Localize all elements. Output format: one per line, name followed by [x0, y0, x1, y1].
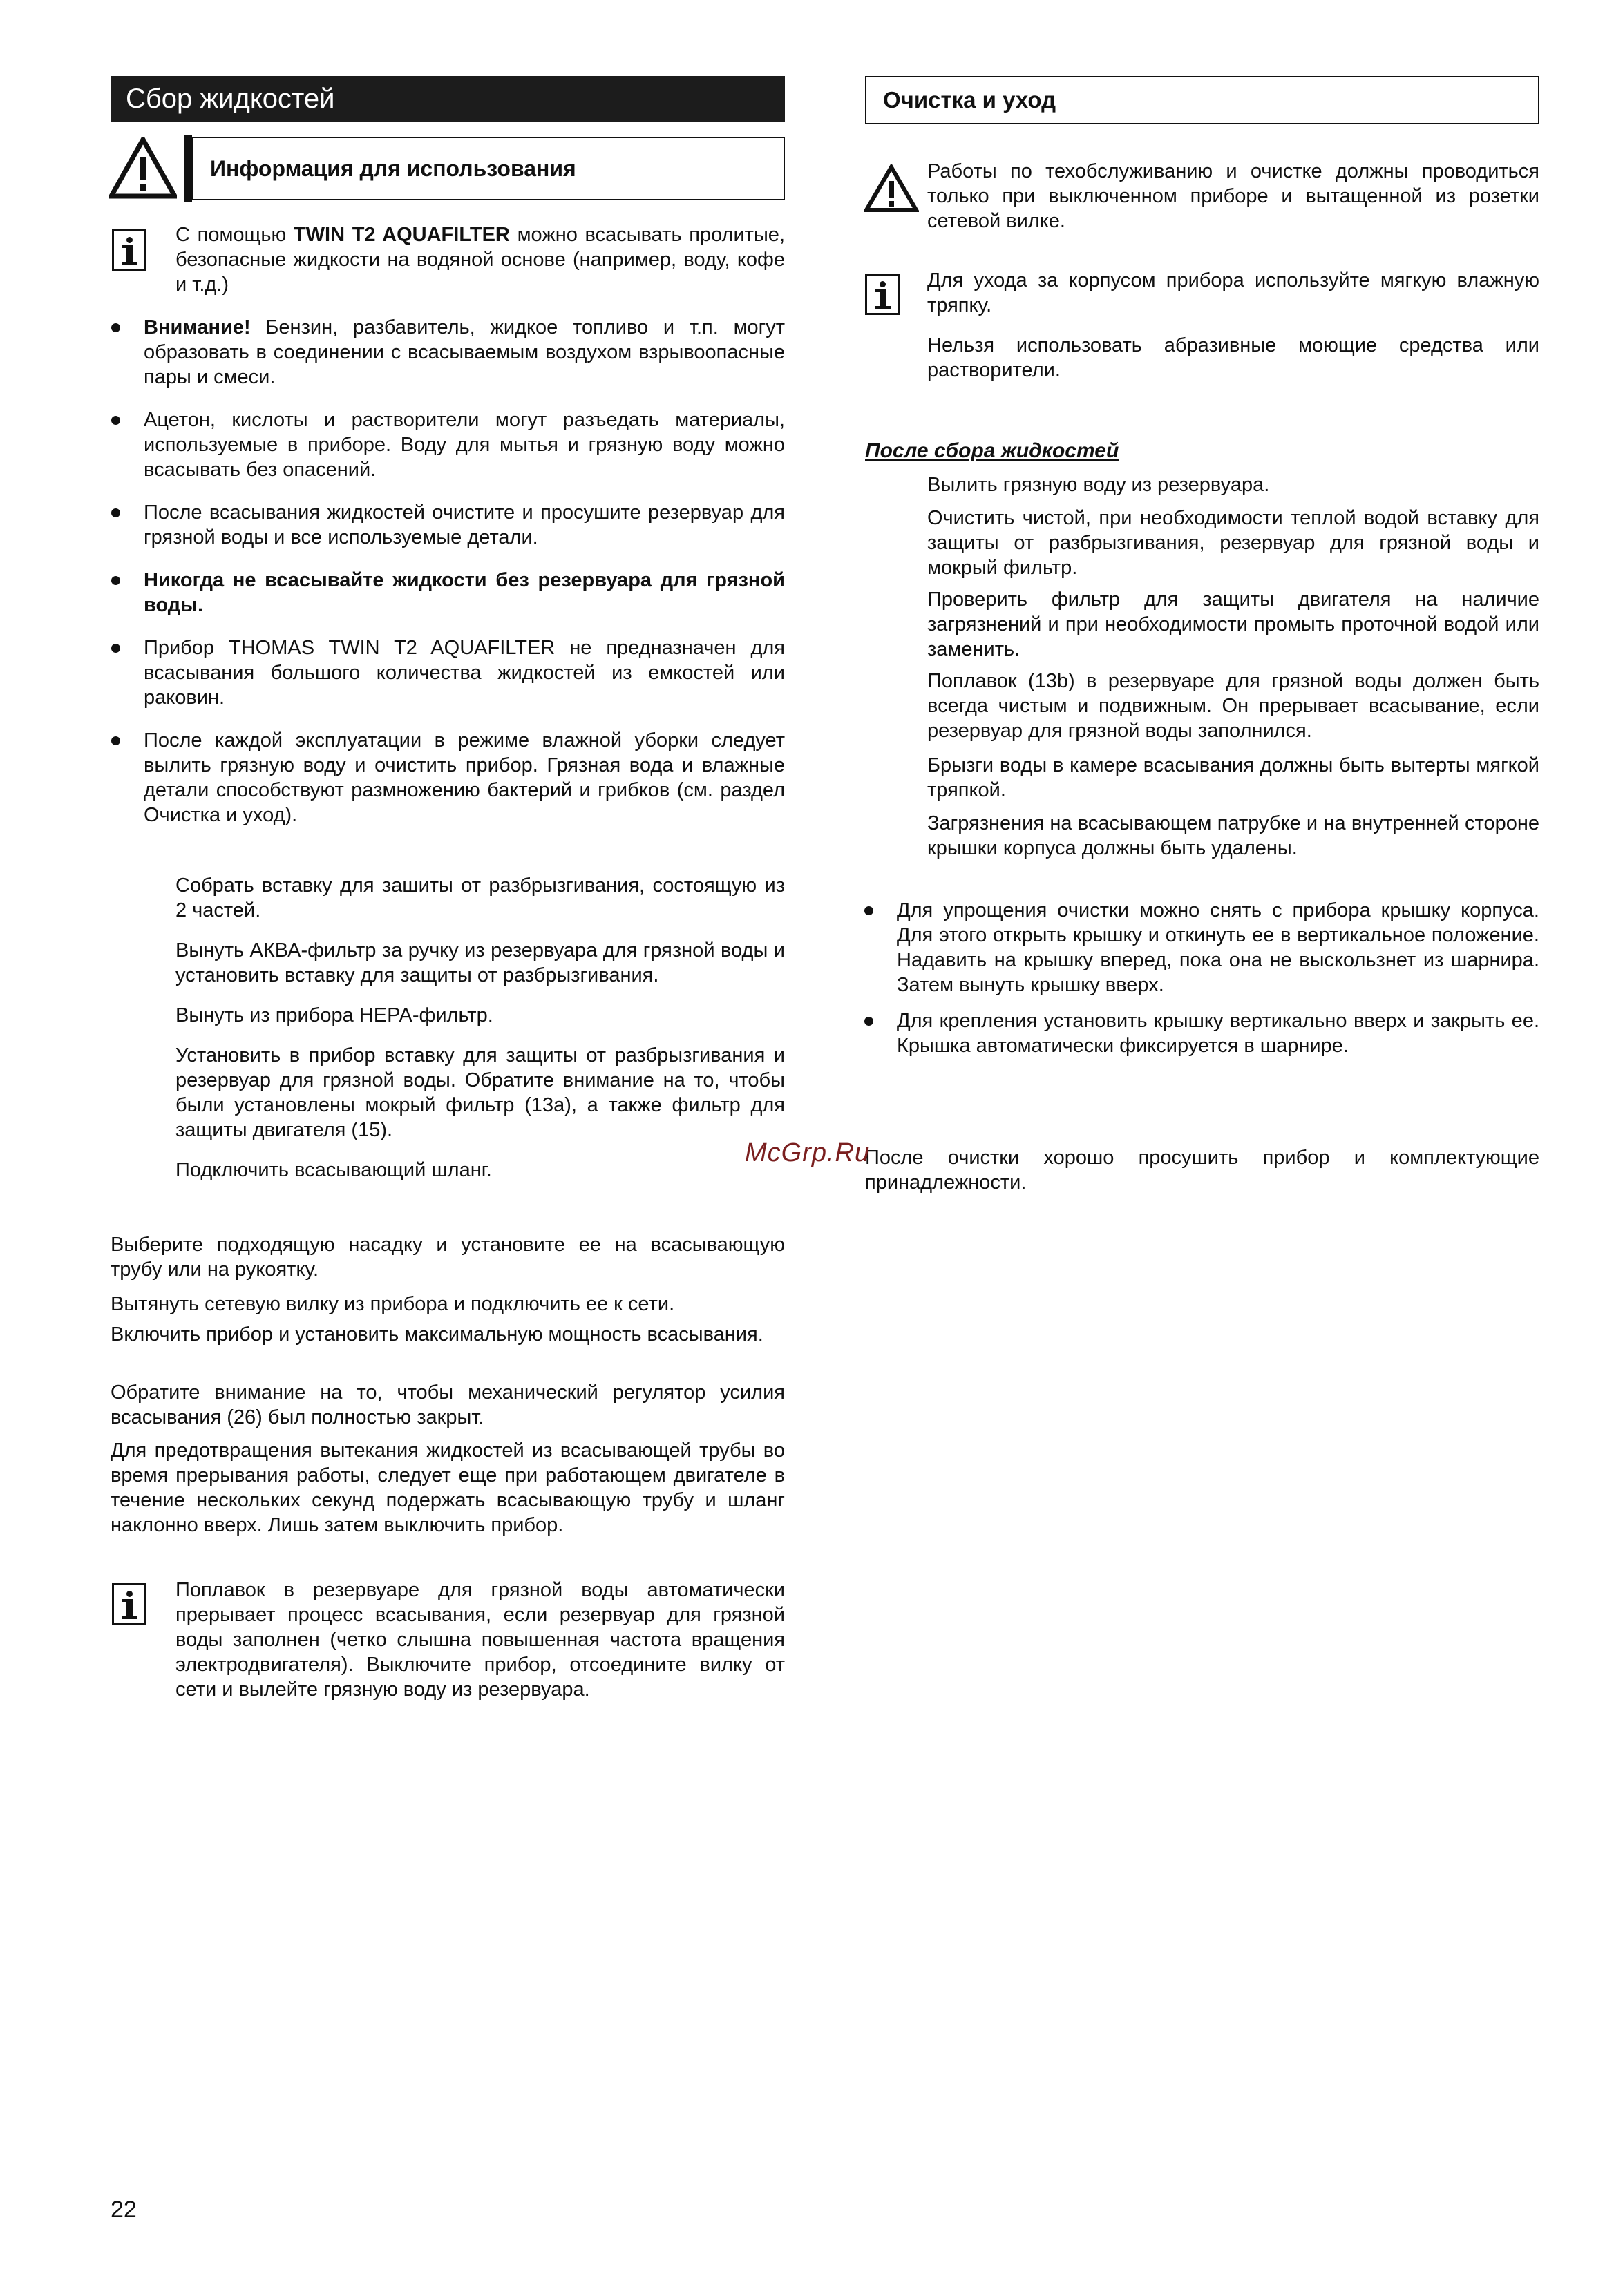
- info-icon: [112, 229, 146, 271]
- list-item: Ацетон, кислоты и растворители могут разъедать материалы, используемые в приборе. Воду для мытья и грязную воду можно всасывать без опасений.: [144, 409, 785, 481]
- paragraph: Включить прибор и установить максимальную мощность всасывания.: [111, 1323, 763, 1346]
- list-item: Для крепления установить крышку вертикально вверх и закрыть ее. Крышка автоматически фиксируется в шарнире.: [897, 1010, 1539, 1057]
- info-icon: [112, 1583, 146, 1625]
- list-item: Поплавок (13b) в резервуаре для грязной воды должен быть всегда чистым и подвижным. Он прерывает всасывание, если резервуар для грязной воды заполнился.: [927, 670, 1539, 742]
- paragraph: Выберите подходящую насадку и установите ее на всасывающую трубу или на рукоятку.: [111, 1234, 785, 1281]
- info-icon: [865, 274, 900, 315]
- list-item: Никогда не всасывайте жидкости без резервуара для грязной воды.: [144, 569, 785, 616]
- after-liquid-heading: После сбора жидкостей: [865, 439, 1119, 462]
- intro-paragraph: С помощью TWIN T2 AQUAFILTER можно всасывать пролитые, безопасные жидкости на водяной основе (например, воду, кофе и т.д.): [175, 224, 785, 296]
- info-header: Информация для использования: [192, 137, 785, 200]
- list-item: Загрязнения на всасывающем патрубке и на внутренней стороне крышки корпуса должны быть удалены.: [927, 812, 1539, 859]
- warning-icon: [109, 137, 177, 199]
- page-number: 22: [111, 2197, 137, 2223]
- paragraph: Обратите внимание на то, чтобы механический регулятор усилия всасывания (26) был полностью закрыт.: [111, 1381, 785, 1428]
- list-item: После всасывания жидкостей очистите и просушите резервуар для грязной воды и все используемые детали.: [144, 501, 785, 548]
- float-note: Поплавок в резервуаре для грязной воды автоматически прерывает процесс всасывания, если резервуар для грязной воды заполнен (четко слышна повышенная частота вращения электродвигателя). Выключите прибор, отсоедините вилку от сети и вылейте грязную воду из резервуара.: [175, 1579, 785, 1701]
- step-item: Подключить всасывающий шланг.: [175, 1159, 492, 1181]
- warning-icon: [864, 164, 919, 213]
- list-item: После каждой эксплуатации в режиме влажной уборки следует вылить грязную воду и очистить прибор. Грязная вода и влажные детали способствуют размножению бактерий и грибков (см. раздел Очистка и уход).: [144, 729, 785, 826]
- list-item: Внимание! Бензин, разбавитель, жидкое топливо и т.п. могут образовать в соединении с всасываемым воздухом взрывоопасные пары и смеси.: [144, 316, 785, 388]
- step-item: Собрать вставку для зашиты от разбрызгивания, состоящую из 2 частей.: [175, 874, 785, 921]
- list-item: Для упрощения очистки можно снять с прибора крышку корпуса. Для этого открыть крышку и откинуть ее в вертикальное положение. Надавить на крышку вперед, пока она не выскользнет из шарнира. Затем вынуть крышку вверх.: [897, 899, 1539, 996]
- section-title-liquid-collection: Сбор жидкостей: [111, 76, 785, 122]
- step-item: Вынуть АКВА-фильтр за ручку из резервуара для грязной воды и установить вставку для защиты от разбрызгивания.: [175, 939, 785, 986]
- list-item: Брызги воды в камере всасывания должны быть вытерты мягкой тряпкой.: [927, 754, 1539, 801]
- final-paragraph: После очистки хорошо просушить прибор и комплектующие принадлежности.: [865, 1147, 1539, 1194]
- info-text: Нельзя использовать абразивные моющие средства или растворители.: [927, 334, 1539, 381]
- warning-text: Работы по техобслуживанию и очистке должны проводиться только при выключенном приборе и вытащенной из розетки сетевой вилке.: [927, 160, 1539, 232]
- list-item: Прибор THOMAS TWIN T2 AQUAFILTER не предназначен для всасывания большого количества жидкостей из емкостей или раковин.: [144, 637, 785, 709]
- info-text: Для ухода за корпусом прибора используйте мягкую влажную тряпку.: [927, 269, 1539, 316]
- section-title-cleaning: Очистка и уход: [865, 76, 1539, 124]
- paragraph: Вытянуть сетевую вилку из прибора и подключить ее к сети.: [111, 1293, 675, 1315]
- paragraph: Для предотвращения вытекания жидкостей из всасывающей трубы во время прерывания работы, следует еще при работающем двигателе в течение нескольких секунд подержать всасывающую трубу и шланг наклонно вверх. Лишь затем выключить прибор.: [111, 1439, 785, 1536]
- watermark: McGrp.Ru: [745, 1138, 871, 1167]
- step-item: Установить в прибор вставку для защиты от разбрызгивания и резервуар для грязной воды. Обратите внимание на то, чтобы были установлены мокрый фильтр (13а), а также фильтр для защиты двигателя (15).: [175, 1044, 785, 1141]
- warning-divider: [184, 135, 192, 202]
- list-item: Очистить чистой, при необходимости теплой водой вставку для защиты от разбрызгивания, резервуар для грязной воды и мокрый фильтр.: [927, 507, 1539, 579]
- list-item: Проверить фильтр для защиты двигателя на наличие загрязнений и при необходимости промыть проточной водой или заменить.: [927, 589, 1539, 660]
- step-item: Вынуть из прибора НЕРА-фильтр.: [175, 1004, 493, 1026]
- list-item: Вылить грязную воду из резервуара.: [927, 474, 1270, 496]
